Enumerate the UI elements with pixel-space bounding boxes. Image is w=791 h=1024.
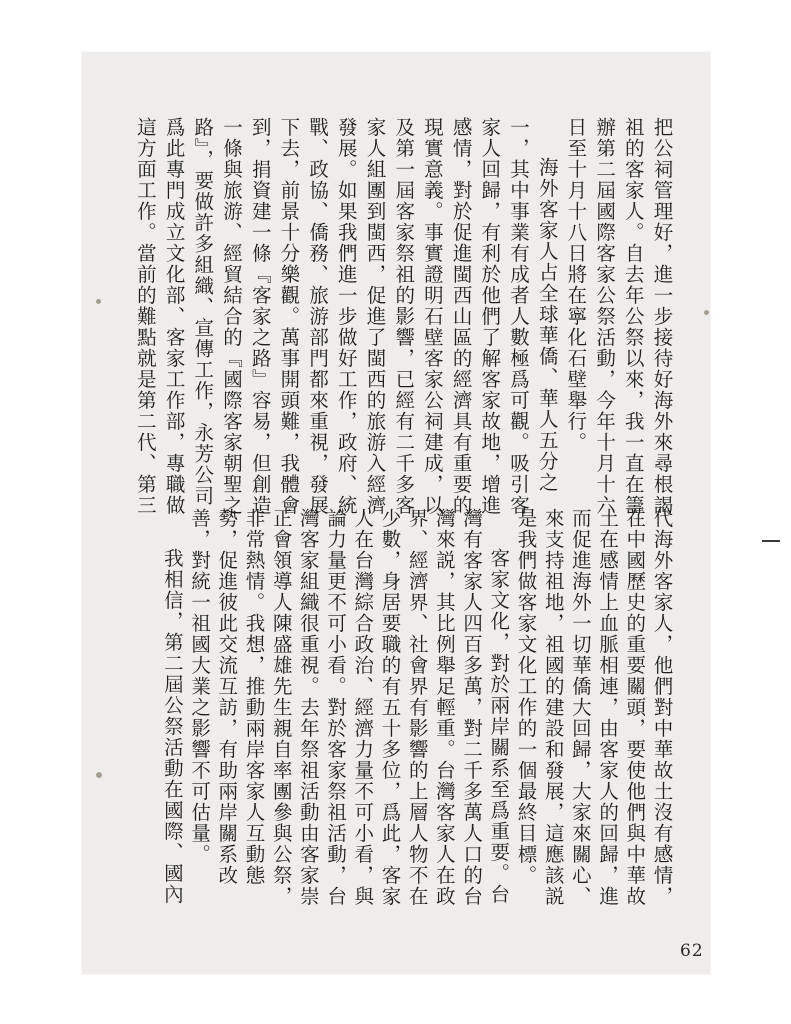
text-column: 客家文化，對於兩岸關系至爲重要。台 (487, 548, 511, 905)
text-column: 少數，身居要職的有五十多位，爲此，客家 (378, 508, 402, 907)
text-column: 到，捐資建一條『客家之路』容易，但創造 (248, 117, 272, 516)
text-column: 灣來説，其比例舉足輕重。台灣客家人在政 (432, 508, 456, 907)
text-column: 代海外客家人，他們對中華故土沒有感情， (650, 508, 674, 907)
paper-stain (96, 772, 102, 778)
text-column: 而促進海外一切華僑大回歸，大家來關心、 (568, 508, 592, 907)
text-column: 論力量更不可小看。對於客家祭祖活動，台 (324, 508, 348, 907)
text-column: 戰、政協、僑務、旅游部門都來重視，發展 (306, 117, 330, 516)
text-column: 善，對統一祖國大業之影響不可估量。 (188, 508, 212, 865)
text-column: 我相信，第二屆公祭活動在國際、國內 (160, 548, 184, 905)
text-column: 這方面工作。當前的難點就是第二代、第三 (133, 117, 157, 516)
text-column: 來支持祖地，祖國的建設和發展，這應該説 (541, 508, 565, 907)
text-column: 是我們做客家文化工作的一個最終目標。 (514, 508, 538, 886)
text-column: 及第一屆客家祭祖的影響，已經有二千多客 (392, 117, 416, 516)
text-column: 非常熱情。我想，推動兩岸客家人互動態 (242, 508, 266, 886)
text-column: 現實意義。事實證明石壁客家公祠建成，以 (420, 117, 444, 516)
text-column: 辦第二屆國際客家公祭活動，今年十月十六 (593, 117, 617, 516)
text-column: 一，其中事業有成者人數極爲可觀。吸引客 (507, 117, 530, 516)
text-column: 發展。如果我們進一步做好工作，政府、統 (334, 117, 358, 516)
paper-stain (96, 299, 101, 304)
paper-stain (704, 310, 709, 315)
text-column: 家人組團到閩西，促進了閩西的旅游入經濟 (363, 117, 387, 516)
text-column: 祖的客家人。自去年公祭以來，我一直在籌 (621, 117, 645, 516)
text-column: 正會領導人陳盛雄先生親自率團參與公祭， (269, 508, 293, 907)
text-column: 家人回歸，有利於他們了解客家故地，增進 (478, 117, 502, 516)
page-number: 62 (680, 941, 704, 961)
margin-mark (762, 540, 780, 542)
text-column: 在中國歷史的重要關頭，要使他們與中華故 (623, 508, 647, 907)
text-column: 感情，對於促進閩西山區的經濟具有重要的 (449, 117, 473, 516)
text-column: 土在感情上血脈相連，由客家人的回歸，進 (596, 508, 620, 907)
text-column: 路』，要做許多組織、宣傳工作，永芳公司 (191, 117, 215, 507)
text-column: 海外客家人占全球華僑、華人五分之 (535, 157, 559, 493)
text-column: 界、經濟界、社會界有影響的上層人物不在 (405, 508, 429, 907)
text-column: 日至十月十八日將在寧化石壁舉行。 (564, 117, 588, 453)
text-column: 下去，前景十分樂觀。萬事開頭難，我體會 (277, 117, 301, 516)
text-column: 人在台灣綜合政治、經濟力量不可小看，與 (351, 508, 375, 907)
text-column: 灣客家組織很重視。去年祭祖活動由客家崇 (296, 508, 320, 907)
text-column: 灣有客家人四百多萬，對二千多萬人口的台 (460, 508, 484, 907)
text-column: 勢，促進彼此交流互訪，有助兩岸關系改 (215, 508, 239, 886)
text-column: 把公祠管理好，進一步接待好海外來尋根謁 (650, 117, 674, 516)
text-column: 一條與旅游、經貿結合的『國際客家朝聖之 (220, 117, 243, 516)
text-column: 爲此專門成立文化部、客家工作部，專職做 (162, 117, 186, 516)
